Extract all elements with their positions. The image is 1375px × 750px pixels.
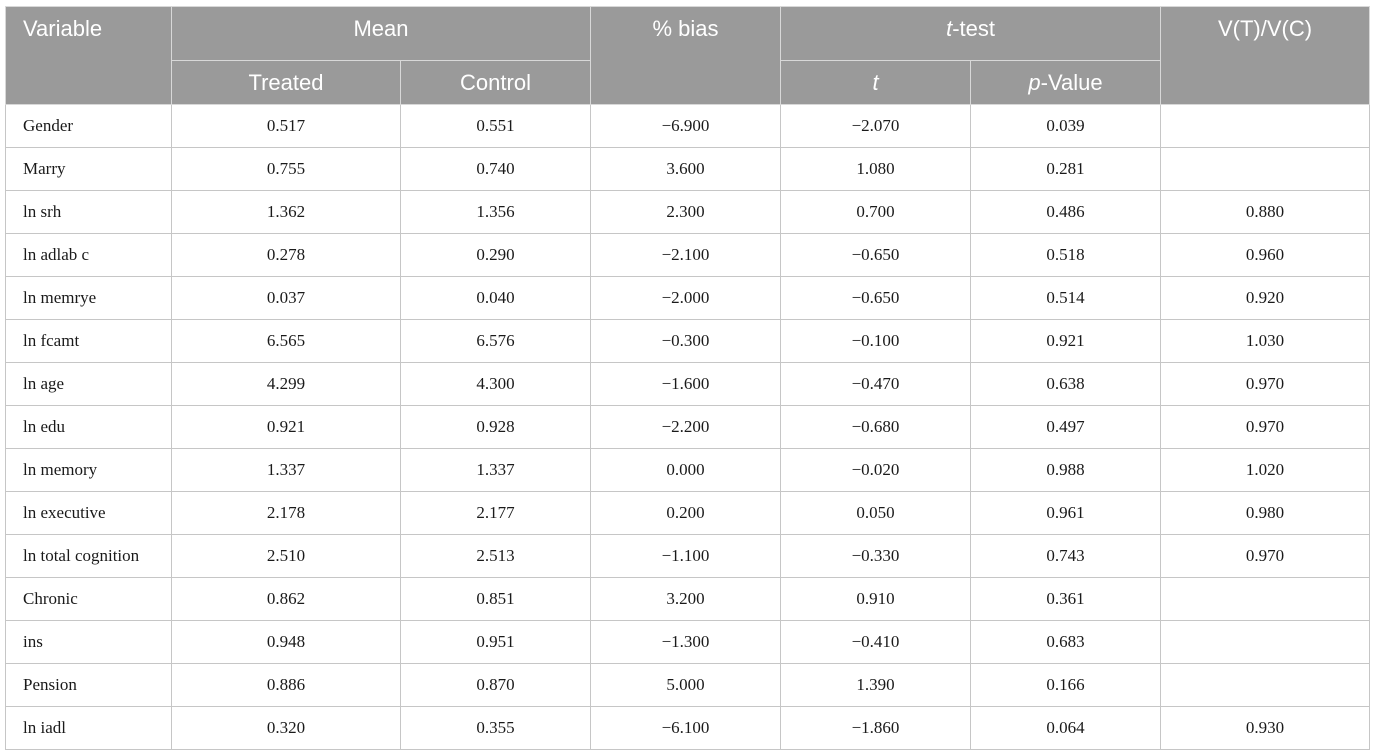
cell-bias: −6.100 xyxy=(591,707,781,750)
cell-vratio: 1.020 xyxy=(1161,449,1370,492)
cell-treated: 4.299 xyxy=(172,363,401,406)
cell-control: 2.177 xyxy=(401,492,591,535)
table-row xyxy=(6,234,1370,277)
header-bias: % bias xyxy=(591,7,781,105)
cell-treated: 0.948 xyxy=(172,621,401,664)
cell-vratio: 0.980 xyxy=(1161,492,1370,535)
cell-control: 0.355 xyxy=(401,707,591,750)
header-treated: Treated xyxy=(172,61,401,105)
cell-variable: ln adlab c xyxy=(6,234,172,277)
cell-control: 1.356 xyxy=(401,191,591,234)
cell-bias: 2.300 xyxy=(591,191,781,234)
cell-control: 6.576 xyxy=(401,320,591,363)
table-row xyxy=(6,105,1370,148)
cell-control: 0.928 xyxy=(401,406,591,449)
header-variable: Variable xyxy=(6,7,172,105)
cell-variable: ln executive xyxy=(6,492,172,535)
cell-treated: 0.862 xyxy=(172,578,401,621)
cell-bias: 3.600 xyxy=(591,148,781,191)
cell-treated: 2.178 xyxy=(172,492,401,535)
table-row xyxy=(6,707,1370,750)
cell-bias: −1.600 xyxy=(591,363,781,406)
cell-treated: 0.886 xyxy=(172,664,401,707)
table-row xyxy=(6,535,1370,578)
cell-treated: 0.037 xyxy=(172,277,401,320)
cell-bias: 0.200 xyxy=(591,492,781,535)
cell-t: −0.470 xyxy=(781,363,971,406)
cell-bias: −6.900 xyxy=(591,105,781,148)
header-pvalue-rest: -Value xyxy=(1040,69,1103,95)
cell-vratio: 1.030 xyxy=(1161,320,1370,363)
header-pvalue-italic: p xyxy=(1028,69,1041,95)
cell-treated: 0.755 xyxy=(172,148,401,191)
cell-control: 0.740 xyxy=(401,148,591,191)
table-row xyxy=(6,621,1370,664)
table-row xyxy=(6,492,1370,535)
cell-control: 0.851 xyxy=(401,578,591,621)
header-t xyxy=(781,61,971,105)
cell-vratio: 0.960 xyxy=(1161,234,1370,277)
cell-control: 4.300 xyxy=(401,363,591,406)
cell-t: −0.100 xyxy=(781,320,971,363)
cell-p: 0.743 xyxy=(971,535,1161,578)
cell-t: 0.050 xyxy=(781,492,971,535)
cell-p: 0.961 xyxy=(971,492,1161,535)
cell-vratio xyxy=(1161,578,1370,621)
cell-p: 0.683 xyxy=(971,621,1161,664)
cell-t: −1.860 xyxy=(781,707,971,750)
cell-control: 0.870 xyxy=(401,664,591,707)
header-ttest-rest: -test xyxy=(952,16,995,41)
cell-treated: 0.921 xyxy=(172,406,401,449)
table-row xyxy=(6,664,1370,707)
cell-vratio xyxy=(1161,664,1370,707)
cell-variable: ln srh xyxy=(6,191,172,234)
cell-variable: ln memory xyxy=(6,449,172,492)
table-header xyxy=(6,7,1370,105)
header-ttest xyxy=(781,7,1161,61)
cell-p: 0.514 xyxy=(971,277,1161,320)
table-row xyxy=(6,320,1370,363)
cell-p: 0.497 xyxy=(971,406,1161,449)
cell-variable: ins xyxy=(6,621,172,664)
cell-variable: Gender xyxy=(6,105,172,148)
cell-t: −0.650 xyxy=(781,277,971,320)
cell-vratio: 0.970 xyxy=(1161,406,1370,449)
cell-t: 0.910 xyxy=(781,578,971,621)
cell-bias: −2.100 xyxy=(591,234,781,277)
cell-bias: 5.000 xyxy=(591,664,781,707)
cell-p: 0.064 xyxy=(971,707,1161,750)
table-row xyxy=(6,277,1370,320)
cell-t: 1.080 xyxy=(781,148,971,191)
table-body xyxy=(6,105,1370,750)
cell-vratio xyxy=(1161,105,1370,148)
cell-p: 0.361 xyxy=(971,578,1161,621)
cell-p: 0.166 xyxy=(971,664,1161,707)
header-control: Control xyxy=(401,61,591,105)
cell-variable: Chronic xyxy=(6,578,172,621)
cell-variable: ln edu xyxy=(6,406,172,449)
cell-bias: 0.000 xyxy=(591,449,781,492)
cell-variable: ln total cognition xyxy=(6,535,172,578)
cell-p: 0.486 xyxy=(971,191,1161,234)
cell-control: 0.040 xyxy=(401,277,591,320)
cell-t: −0.680 xyxy=(781,406,971,449)
cell-t: −0.650 xyxy=(781,234,971,277)
table-row xyxy=(6,363,1370,406)
cell-bias: −1.100 xyxy=(591,535,781,578)
table-row xyxy=(6,148,1370,191)
cell-control: 2.513 xyxy=(401,535,591,578)
cell-p: 0.281 xyxy=(971,148,1161,191)
header-ttest-italic: t xyxy=(946,16,953,41)
cell-variable: ln fcamt xyxy=(6,320,172,363)
header-pvalue xyxy=(971,61,1161,105)
cell-treated: 0.320 xyxy=(172,707,401,750)
cell-vratio: 0.970 xyxy=(1161,363,1370,406)
cell-bias: −0.300 xyxy=(591,320,781,363)
cell-treated: 0.278 xyxy=(172,234,401,277)
cell-variable: Pension xyxy=(6,664,172,707)
table-row xyxy=(6,191,1370,234)
cell-vratio: 0.920 xyxy=(1161,277,1370,320)
cell-bias: 3.200 xyxy=(591,578,781,621)
balance-table xyxy=(5,6,1370,750)
table-row xyxy=(6,449,1370,492)
header-t-italic: t xyxy=(872,69,879,95)
cell-vratio xyxy=(1161,621,1370,664)
cell-variable: ln iadl xyxy=(6,707,172,750)
cell-bias: −2.200 xyxy=(591,406,781,449)
cell-treated: 0.517 xyxy=(172,105,401,148)
cell-treated: 1.362 xyxy=(172,191,401,234)
cell-variable: Marry xyxy=(6,148,172,191)
header-mean: Mean xyxy=(172,7,591,61)
cell-t: −0.330 xyxy=(781,535,971,578)
cell-p: 0.039 xyxy=(971,105,1161,148)
cell-vratio xyxy=(1161,148,1370,191)
table-row xyxy=(6,406,1370,449)
cell-p: 0.638 xyxy=(971,363,1161,406)
cell-bias: −2.000 xyxy=(591,277,781,320)
cell-t: 0.700 xyxy=(781,191,971,234)
header-vratio: V(T)/V(C) xyxy=(1161,7,1370,105)
cell-p: 0.988 xyxy=(971,449,1161,492)
cell-variable: ln age xyxy=(6,363,172,406)
cell-t: −0.410 xyxy=(781,621,971,664)
cell-treated: 1.337 xyxy=(172,449,401,492)
cell-vratio: 0.930 xyxy=(1161,707,1370,750)
cell-control: 1.337 xyxy=(401,449,591,492)
cell-p: 0.921 xyxy=(971,320,1161,363)
cell-treated: 2.510 xyxy=(172,535,401,578)
cell-t: 1.390 xyxy=(781,664,971,707)
cell-control: 0.551 xyxy=(401,105,591,148)
cell-vratio: 0.970 xyxy=(1161,535,1370,578)
cell-control: 0.951 xyxy=(401,621,591,664)
cell-vratio: 0.880 xyxy=(1161,191,1370,234)
cell-variable: ln memrye xyxy=(6,277,172,320)
cell-bias: −1.300 xyxy=(591,621,781,664)
cell-t: −2.070 xyxy=(781,105,971,148)
table-container xyxy=(5,6,1369,750)
table-row xyxy=(6,578,1370,621)
cell-t: −0.020 xyxy=(781,449,971,492)
cell-treated: 6.565 xyxy=(172,320,401,363)
cell-control: 0.290 xyxy=(401,234,591,277)
cell-p: 0.518 xyxy=(971,234,1161,277)
